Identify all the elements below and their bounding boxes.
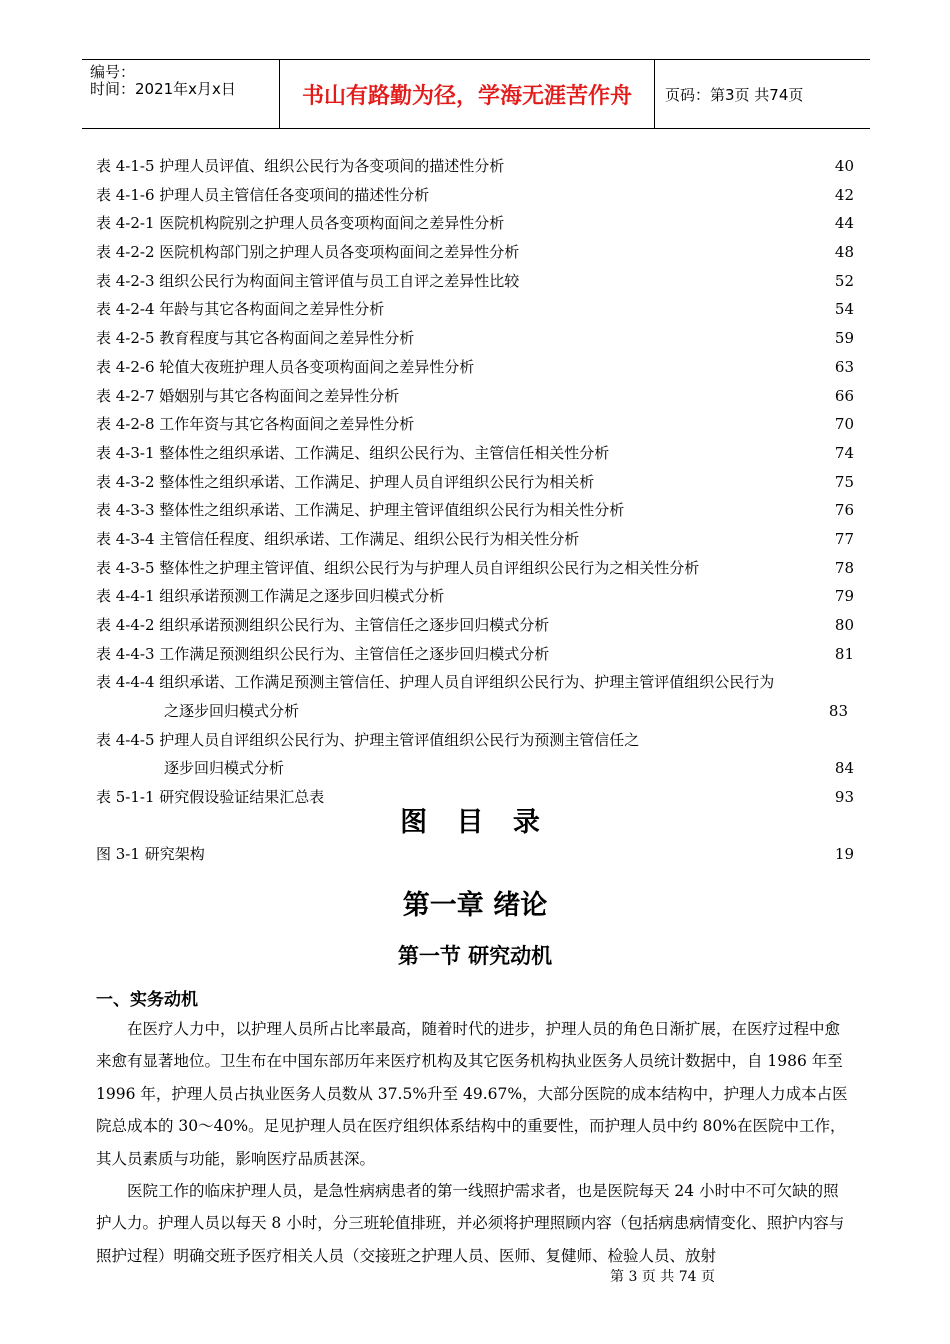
toc-entry-label: 表 4-3-5 整体性之护理主管评值、组织公民行为与护理人员自评组织公民行为之相关性分析 <box>96 558 700 577</box>
toc-entry-page: 52 <box>834 271 854 290</box>
toc-entry-page: 80 <box>834 616 854 634</box>
toc-entry-label: 表 4-4-5 护理人员自评组织公民行为、护理主管评值组织公民行为预测主管信任之 <box>96 730 640 749</box>
toc-entry-label: 表 4-4-4 组织承诺、工作满足预测主管信任、护理人员自评组织公民行为、护理主管评值组织公民行为 <box>96 673 775 692</box>
toc-entry-label: 表 4-3-1 整体性之组织承诺、工作满足、组织公民行为、主管信任相关性分析 <box>96 443 610 462</box>
figure-entry-label: 图 3-1 研究架构 <box>96 845 205 863</box>
toc-entry-page: 76 <box>834 501 854 520</box>
paragraph-2 <box>96 1175 854 1272</box>
toc-entry-page: 54 <box>834 300 854 319</box>
toc-entry-page: 44 <box>834 214 854 233</box>
toc-entry <box>96 410 854 439</box>
paragraph-2-text: 医院工作的临床护理人员，是急性病病患者的第一线照护需求者，也是医院每天 24 小时中不可欠缺的照护人力。护理人员以每天 8 小时，分三班轮值排班，并必须将护理照顾内容（包括病患病情变化、照护内容与照护过程）明确交班予医疗相关人员（交接班之护理人员、医师、复健师、检验人员、放射 <box>96 1182 845 1265</box>
toc-entry <box>96 382 854 411</box>
toc-entry-page: 48 <box>834 243 854 262</box>
page-footer: 第 3 页 共 74 页 <box>610 1269 715 1285</box>
toc-entry-page: 79 <box>834 587 854 606</box>
toc-entry <box>96 582 854 611</box>
page-header <box>82 59 870 129</box>
toc-entry-page: 84 <box>834 759 854 778</box>
toc-entry-label: 表 4-4-3 工作满足预测组织公民行为、主管信任之逐步回归模式分析 <box>96 644 550 663</box>
toc-entry-label: 表 4-2-3 组织公民行为构面间主管评值与员工自评之差异性比较 <box>96 271 520 290</box>
toc-entry-page: 75 <box>834 472 854 491</box>
toc-entry <box>96 754 854 783</box>
toc-entry-page: 59 <box>834 329 854 348</box>
toc-entry-page: 74 <box>834 443 854 462</box>
toc-entry <box>96 209 854 238</box>
toc-entry <box>96 668 854 697</box>
section-title: 第一节 研究动机 <box>397 944 553 968</box>
subheading: 一、实务动机 <box>96 990 198 1010</box>
toc-entry-label: 表 4-2-6 轮值大夜班护理人员各变项构面间之差异性分析 <box>96 357 475 376</box>
toc-entry <box>96 640 854 669</box>
chapter-title: 第一章 绪论 <box>402 890 548 921</box>
toc-entry-page: 81 <box>834 644 854 663</box>
toc-entry <box>96 295 854 324</box>
toc-entry-label: 表 4-2-4 年龄与其它各构面间之差异性分析 <box>96 300 385 319</box>
paragraph-1 <box>96 1013 854 1175</box>
toc-entry-page: 78 <box>834 558 854 577</box>
toc-entry <box>96 496 854 525</box>
toc-entry-page: 66 <box>834 386 854 405</box>
toc-entry-label: 表 4-2-5 教育程度与其它各构面间之差异性分析 <box>96 329 415 348</box>
toc-entry-label: 之逐步回归模式分析 <box>164 702 300 721</box>
toc-entry-page: 83 <box>828 702 848 721</box>
toc-entry-page: 63 <box>834 357 854 376</box>
figure-list-title: 图 目 录 <box>400 807 550 838</box>
paragraph-1-text: 在医疗人力中，以护理人员所占比率最高，随着时代的进步，护理人员的角色日渐扩展，在医疗过程中愈来愈有显著地位。卫生布在中国东部历年来医疗机构及其它医务机构执业医务人员统计数据中，自 1986 年至 1996 年，护理人员占执业医务人员数从 37.5%升至 49.67%，大部分医院的成本结构中，护理人力成本占医院总成本的 30～40%。足见护理人员在医疗组织体系结构中的重要性，而护理人员中约 80%在医院中工作，其人员素质与功能，影响医疗品质甚深。 <box>96 1020 848 1168</box>
toc-entry-label: 表 4-3-2 整体性之组织承诺、工作满足、护理人员自评组织公民行为相关析 <box>96 472 595 491</box>
toc-entry-label: 表 4-2-8 工作年资与其它各构面间之差异性分析 <box>96 415 415 434</box>
figure-entry-page: 19 <box>834 845 854 863</box>
toc-entry <box>96 611 854 640</box>
toc-entry <box>96 324 854 353</box>
toc-entry-label: 逐步回归模式分析 <box>164 759 285 778</box>
toc-entry-label: 表 4-2-7 婚姻别与其它各构面间之差异性分析 <box>96 386 400 405</box>
toc-entry-label: 表 4-2-1 医院机构院别之护理人员各变项构面间之差异性分析 <box>96 214 505 233</box>
header-time-label: 时间：2021年x月x日 <box>90 80 236 98</box>
toc-entry <box>96 726 854 755</box>
toc-entry-label: 表 4-2-2 医院机构部门别之护理人员各变项构面间之差异性分析 <box>96 243 520 262</box>
toc-entry <box>96 439 854 468</box>
toc-entry-label: 表 4-4-2 组织承诺预测组织公民行为、主管信任之逐步回归模式分析 <box>96 616 550 634</box>
toc-entry <box>96 525 854 554</box>
toc-entry <box>96 152 854 181</box>
toc-entry <box>96 468 854 497</box>
header-meta <box>82 60 280 128</box>
toc-entry-page: 70 <box>834 415 854 434</box>
header-motto: 书山有路勤为径，学海无涯苦作舟 <box>280 60 655 128</box>
table-of-tables <box>96 152 854 812</box>
toc-entry-label: 表 4-3-3 整体性之组织承诺、工作满足、护理主管评值组织公民行为相关性分析 <box>96 501 625 520</box>
toc-entry-page: 40 <box>834 157 854 175</box>
toc-entry-label: 表 4-1-6 护理人员主管信任各变项间的描述性分析 <box>96 185 430 204</box>
toc-entry <box>96 353 854 382</box>
toc-entry-page: 42 <box>834 185 854 204</box>
toc-entry-page: 93 <box>834 788 854 807</box>
header-number-label: 编号： <box>90 63 136 81</box>
toc-entry-page: 77 <box>834 529 854 548</box>
header-page-info: 页码：第3页 共74页 <box>665 85 804 104</box>
toc-entry <box>96 697 854 726</box>
toc-entry <box>96 267 854 296</box>
toc-entry <box>96 554 854 583</box>
toc-entry <box>96 181 854 210</box>
toc-entry <box>96 238 854 267</box>
toc-entry-label: 表 5-1-1 研究假设验证结果汇总表 <box>96 788 325 807</box>
toc-entry-label: 表 4-3-4 主管信任程度、组织承诺、工作满足、组织公民行为相关性分析 <box>96 529 580 548</box>
toc-entry-label: 表 4-4-1 组织承诺预测工作满足之逐步回归模式分析 <box>96 587 445 606</box>
toc-entry-label: 表 4-1-5 护理人员评值、组织公民行为各变项间的描述性分析 <box>96 157 505 175</box>
figure-entry <box>96 840 854 868</box>
